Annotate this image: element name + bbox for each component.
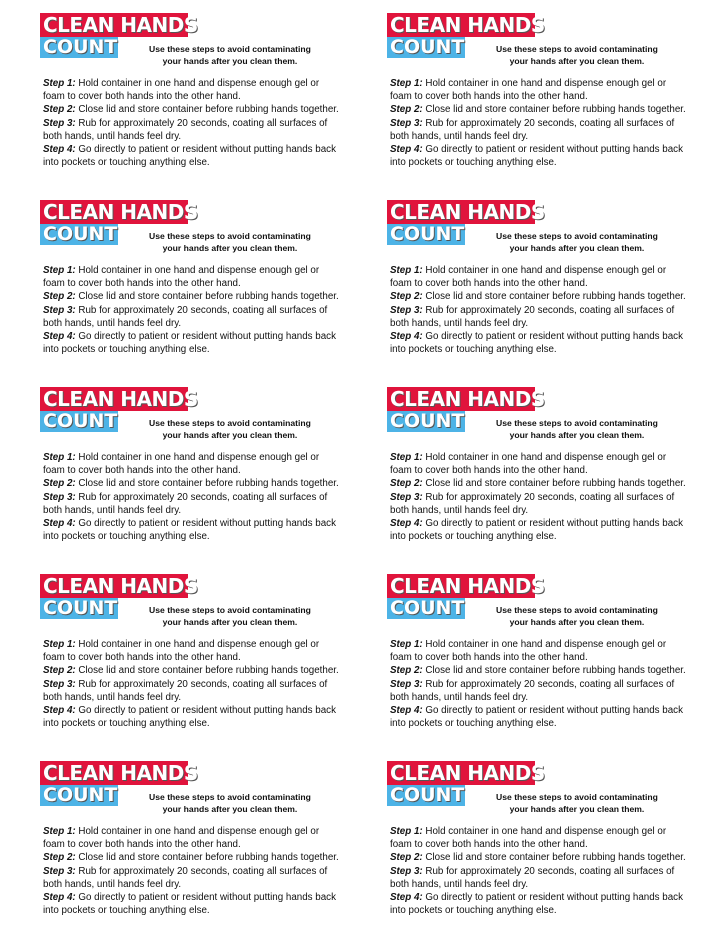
logo-line2: COUNT — [390, 784, 465, 806]
steps-list — [390, 825, 690, 917]
step-2: Step 2: Close lid and store container before rubbing hands together. — [43, 665, 339, 677]
logo-line1: CLEAN HANDS — [390, 200, 545, 224]
step-3: Step 3: Rub for approximately 20 seconds, coating all surfaces of both hands, until hands feel dry. — [390, 678, 675, 703]
logo-line2: COUNT — [43, 597, 118, 619]
intro-text: Use these steps to avoid contaminating your hands after you clean them. — [149, 418, 311, 440]
step-1: Step 1: Hold container in one hand and dispense enough gel or foam to cover both hands into the other hand. — [390, 265, 667, 290]
step-4: Step 4: Go directly to patient or resident without putting hands back into pockets or touching anything else. — [390, 144, 683, 169]
step-1: Step 1: Hold container in one hand and dispense enough gel or foam to cover both hands into the other hand. — [390, 639, 667, 664]
step-2: Step 2: Close lid and store container before rubbing hands together. — [43, 104, 339, 116]
logo-line1: CLEAN HANDS — [43, 200, 198, 224]
steps-list — [43, 264, 343, 356]
step-1: Step 1: Hold container in one hand and dispense enough gel or foam to cover both hands into the other hand. — [43, 826, 320, 851]
step-2: Step 2: Close lid and store container before rubbing hands together. — [390, 478, 686, 490]
step-4: Step 4: Go directly to patient or resident without putting hands back into pockets or touching anything else. — [43, 518, 336, 543]
step-3: Step 3: Rub for approximately 20 seconds, coating all surfaces of both hands, until hands feel dry. — [43, 117, 328, 142]
step-1: Step 1: Hold container in one hand and dispense enough gel or foam to cover both hands into the other hand. — [43, 78, 320, 103]
logo-line2: COUNT — [43, 223, 118, 245]
steps-list — [390, 638, 690, 730]
intro-text: Use these steps to avoid contaminating your hands after you clean them. — [496, 792, 658, 814]
steps-list — [43, 451, 343, 543]
step-3: Step 3: Rub for approximately 20 seconds, coating all surfaces of both hands, until hands feel dry. — [43, 304, 328, 329]
step-1: Step 1: Hold container in one hand and dispense enough gel or foam to cover both hands into the other hand. — [390, 826, 667, 851]
logo-line2: COUNT — [390, 597, 465, 619]
hand-hygiene-card — [387, 574, 717, 754]
step-2: Step 2: Close lid and store container before rubbing hands together. — [43, 852, 339, 864]
steps-list — [390, 451, 690, 543]
step-1: Step 1: Hold container in one hand and dispense enough gel or foam to cover both hands into the other hand. — [43, 452, 320, 477]
step-4: Step 4: Go directly to patient or resident without putting hands back into pockets or touching anything else. — [390, 705, 683, 730]
step-1: Step 1: Hold container in one hand and dispense enough gel or foam to cover both hands into the other hand. — [43, 639, 320, 664]
intro-text: Use these steps to avoid contaminating your hands after you clean them. — [496, 44, 658, 66]
step-3: Step 3: Rub for approximately 20 seconds, coating all surfaces of both hands, until hands feel dry. — [43, 865, 328, 890]
logo-line1: CLEAN HANDS — [390, 387, 545, 411]
step-1: Step 1: Hold container in one hand and dispense enough gel or foam to cover both hands into the other hand. — [43, 265, 320, 290]
logo-line1: CLEAN HANDS — [43, 574, 198, 598]
step-3: Step 3: Rub for approximately 20 seconds, coating all surfaces of both hands, until hands feel dry. — [390, 117, 675, 142]
step-3: Step 3: Rub for approximately 20 seconds, coating all surfaces of both hands, until hands feel dry. — [43, 678, 328, 703]
step-3: Step 3: Rub for approximately 20 seconds, coating all surfaces of both hands, until hands feel dry. — [390, 491, 675, 516]
logo-line2: COUNT — [43, 36, 118, 58]
intro-text: Use these steps to avoid contaminating your hands after you clean them. — [496, 418, 658, 440]
step-3: Step 3: Rub for approximately 20 seconds, coating all surfaces of both hands, until hands feel dry. — [43, 491, 328, 516]
intro-text: Use these steps to avoid contaminating your hands after you clean them. — [149, 792, 311, 814]
step-3: Step 3: Rub for approximately 20 seconds, coating all surfaces of both hands, until hands feel dry. — [390, 304, 675, 329]
step-4: Step 4: Go directly to patient or resident without putting hands back into pockets or touching anything else. — [390, 892, 683, 917]
step-2: Step 2: Close lid and store container before rubbing hands together. — [390, 291, 686, 303]
hand-hygiene-card — [40, 387, 370, 567]
intro-text: Use these steps to avoid contaminating your hands after you clean them. — [149, 44, 311, 66]
step-1: Step 1: Hold container in one hand and dispense enough gel or foam to cover both hands into the other hand. — [390, 78, 667, 103]
step-2: Step 2: Close lid and store container before rubbing hands together. — [43, 291, 339, 303]
step-2: Step 2: Close lid and store container before rubbing hands together. — [390, 104, 686, 116]
steps-list — [43, 825, 343, 917]
logo-line1: CLEAN HANDS — [390, 574, 545, 598]
steps-list — [390, 77, 690, 169]
logo-line1: CLEAN HANDS — [390, 761, 545, 785]
step-4: Step 4: Go directly to patient or resident without putting hands back into pockets or touching anything else. — [43, 892, 336, 917]
logo-line1: CLEAN HANDS — [43, 387, 198, 411]
steps-list — [43, 77, 343, 169]
logo-line1: CLEAN HANDS — [43, 13, 198, 37]
step-2: Step 2: Close lid and store container before rubbing hands together. — [390, 665, 686, 677]
step-2: Step 2: Close lid and store container before rubbing hands together. — [390, 852, 686, 864]
logo-line2: COUNT — [43, 410, 118, 432]
hand-hygiene-card — [40, 200, 370, 380]
logo-line2: COUNT — [390, 223, 465, 245]
steps-list — [43, 638, 343, 730]
hand-hygiene-card — [40, 761, 370, 941]
step-4: Step 4: Go directly to patient or resident without putting hands back into pockets or touching anything else. — [43, 331, 336, 356]
step-3: Step 3: Rub for approximately 20 seconds, coating all surfaces of both hands, until hands feel dry. — [390, 865, 675, 890]
logo-line1: CLEAN HANDS — [390, 13, 545, 37]
intro-text: Use these steps to avoid contaminating your hands after you clean them. — [149, 605, 311, 627]
hand-hygiene-card — [40, 13, 370, 193]
steps-list — [390, 264, 690, 356]
intro-text: Use these steps to avoid contaminating your hands after you clean them. — [149, 231, 311, 253]
step-1: Step 1: Hold container in one hand and dispense enough gel or foam to cover both hands into the other hand. — [390, 452, 667, 477]
step-4: Step 4: Go directly to patient or resident without putting hands back into pockets or touching anything else. — [43, 705, 336, 730]
hand-hygiene-card — [387, 387, 717, 567]
hand-hygiene-card — [387, 200, 717, 380]
step-2: Step 2: Close lid and store container before rubbing hands together. — [43, 478, 339, 490]
logo-line1: CLEAN HANDS — [43, 761, 198, 785]
intro-text: Use these steps to avoid contaminating your hands after you clean them. — [496, 605, 658, 627]
logo-line2: COUNT — [390, 410, 465, 432]
hand-hygiene-card — [40, 574, 370, 754]
intro-text: Use these steps to avoid contaminating your hands after you clean them. — [496, 231, 658, 253]
logo-line2: COUNT — [43, 784, 118, 806]
step-4: Step 4: Go directly to patient or resident without putting hands back into pockets or touching anything else. — [390, 518, 683, 543]
hand-hygiene-card — [387, 761, 717, 941]
step-4: Step 4: Go directly to patient or resident without putting hands back into pockets or touching anything else. — [390, 331, 683, 356]
step-4: Step 4: Go directly to patient or resident without putting hands back into pockets or touching anything else. — [43, 144, 336, 169]
logo-line2: COUNT — [390, 36, 465, 58]
hand-hygiene-card — [387, 13, 717, 193]
